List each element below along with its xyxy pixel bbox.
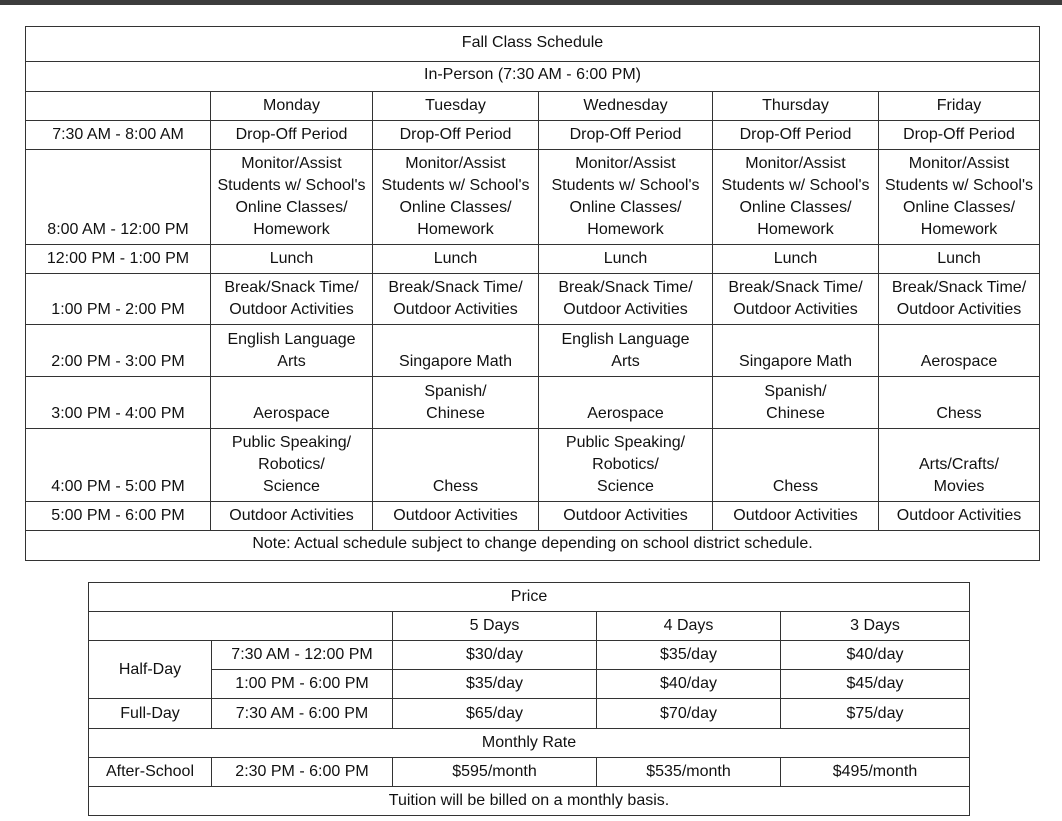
schedule-row: [26, 274, 1040, 325]
column-header-4-days: 4 Days: [597, 612, 781, 641]
day-header-wednesday: Wednesday: [539, 92, 713, 121]
activity-cell: Monitor/Assist Students w/ School's Online Classes/ Homework: [217, 155, 366, 238]
time-slot: 8:00 AM - 12:00 PM: [26, 150, 211, 245]
price-cell: $45/day: [781, 670, 970, 699]
activity-cell: Lunch: [879, 245, 1040, 274]
price-cell: $70/day: [597, 699, 781, 729]
schedule-title: Fall Class Schedule: [26, 27, 1040, 62]
column-header-3-days: 3 Days: [781, 612, 970, 641]
time-slot: 7:30 AM - 8:00 AM: [26, 121, 211, 150]
activity-cell: Lunch: [713, 245, 879, 274]
time-slot: 12:00 PM - 1:00 PM: [26, 245, 211, 274]
price-cell: $535/month: [597, 758, 781, 787]
activity-cell: Outdoor Activities: [539, 502, 713, 531]
price-cell: $35/day: [393, 670, 597, 699]
activity-cell: Outdoor Activities: [879, 502, 1040, 531]
activity-cell: Outdoor Activities: [211, 502, 373, 531]
schedule-subtitle: In-Person (7:30 AM - 6:00 PM): [26, 62, 1040, 92]
price-footer: Tuition will be billed on a monthly basis.: [89, 787, 970, 816]
activity-cell: Monitor/Assist Students w/ School's Online Classes/ Homework: [381, 155, 530, 238]
activity-cell: Aerospace: [587, 405, 664, 422]
schedule-row: [26, 121, 1040, 150]
activity-cell: Chess: [936, 405, 982, 422]
day-header-thursday: Thursday: [713, 92, 879, 121]
price-cell: $40/day: [597, 670, 781, 699]
price-cell: $595/month: [393, 758, 597, 787]
activity-cell: Monitor/Assist Students w/ School's Online Classes/ Homework: [884, 155, 1034, 238]
column-header-5-days: 5 Days: [393, 612, 597, 641]
activity-cell: Singapore Math: [399, 353, 512, 370]
activity-cell: Break/Snack Time/ Outdoor Activities: [558, 279, 693, 318]
top-border-bar: [0, 0, 1062, 5]
activity-cell: Drop-Off Period: [539, 121, 713, 150]
activity-cell: Monitor/Assist Students w/ School's Online Classes/ Homework: [551, 155, 700, 238]
activity-cell: Aerospace: [920, 353, 998, 370]
activity-cell: Outdoor Activities: [373, 502, 539, 531]
time-range: 7:30 AM - 12:00 PM: [212, 641, 393, 670]
activity-cell: English Language Arts: [561, 331, 690, 370]
full-day-label: Full-Day: [89, 699, 212, 729]
activity-cell: Break/Snack Time/ Outdoor Activities: [388, 279, 523, 318]
price-cell: $75/day: [781, 699, 970, 729]
price-row: [89, 641, 970, 670]
time-slot: 3:00 PM - 4:00 PM: [26, 377, 211, 429]
activity-cell: Spanish/ Chinese: [424, 383, 487, 422]
schedule-row: [26, 429, 1040, 502]
activity-cell: Aerospace: [253, 405, 330, 422]
time-slot: 5:00 PM - 6:00 PM: [26, 502, 211, 531]
price-table: [88, 582, 970, 816]
fall-class-schedule-table: [25, 26, 1040, 561]
schedule-row: [26, 377, 1040, 429]
activity-cell: Drop-Off Period: [211, 121, 373, 150]
price-cell: $35/day: [597, 641, 781, 670]
activity-cell: Break/Snack Time/ Outdoor Activities: [891, 279, 1027, 318]
schedule-row: [26, 502, 1040, 531]
price-cell: $65/day: [393, 699, 597, 729]
activity-cell: Lunch: [211, 245, 373, 274]
schedule-row: [26, 325, 1040, 377]
price-title: Price: [89, 583, 970, 612]
time-slot: 2:00 PM - 3:00 PM: [26, 325, 211, 377]
empty-header-cell: [89, 612, 393, 641]
time-range: 7:30 AM - 6:00 PM: [212, 699, 393, 729]
activity-cell: Public Speaking/ Robotics/ Science: [231, 434, 352, 495]
price-row: [89, 758, 970, 787]
price-cell: $30/day: [393, 641, 597, 670]
activity-cell: Break/Snack Time/ Outdoor Activities: [728, 279, 863, 318]
activity-cell: Drop-Off Period: [879, 121, 1040, 150]
activity-cell: Break/Snack Time/ Outdoor Activities: [224, 279, 359, 318]
after-school-label: After-School: [89, 758, 212, 787]
activity-cell: English Language Arts: [227, 331, 356, 370]
day-header-monday: Monday: [211, 92, 373, 121]
monthly-rate-label: Monthly Rate: [89, 729, 970, 758]
activity-cell: Public Speaking/ Robotics/ Science: [565, 434, 686, 495]
activity-cell: Lunch: [373, 245, 539, 274]
schedule-row: [26, 150, 1040, 245]
activity-cell: Chess: [772, 478, 819, 495]
half-day-label: Half-Day: [89, 641, 212, 699]
activity-cell: Arts/Crafts/ Movies: [918, 456, 999, 495]
activity-cell: Drop-Off Period: [713, 121, 879, 150]
activity-cell: Monitor/Assist Students w/ School's Online Classes/ Homework: [721, 155, 870, 238]
activity-cell: Chess: [432, 478, 479, 495]
time-range: 2:30 PM - 6:00 PM: [212, 758, 393, 787]
price-cell: $495/month: [781, 758, 970, 787]
price-cell: $40/day: [781, 641, 970, 670]
day-header-tuesday: Tuesday: [373, 92, 539, 121]
activity-cell: Lunch: [539, 245, 713, 274]
activity-cell: Outdoor Activities: [713, 502, 879, 531]
price-row: [89, 670, 970, 699]
activity-cell: Singapore Math: [739, 353, 852, 370]
activity-cell: Spanish/ Chinese: [764, 383, 827, 422]
time-range: 1:00 PM - 6:00 PM: [212, 670, 393, 699]
empty-header-cell: [26, 92, 211, 121]
day-header-friday: Friday: [879, 92, 1040, 121]
price-row: [89, 699, 970, 729]
activity-cell: Drop-Off Period: [373, 121, 539, 150]
time-slot: 1:00 PM - 2:00 PM: [26, 274, 211, 325]
schedule-row: [26, 245, 1040, 274]
time-slot: 4:00 PM - 5:00 PM: [26, 429, 211, 502]
schedule-note: Note: Actual schedule subject to change depending on school district schedule.: [26, 531, 1040, 561]
